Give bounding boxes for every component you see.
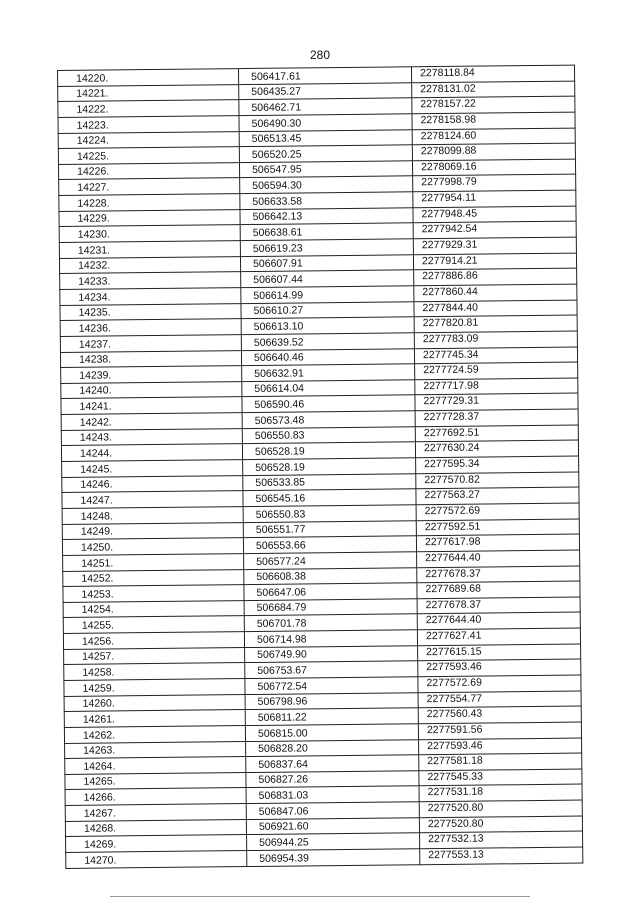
y-coordinate-cell: 2277593.46 xyxy=(419,738,582,755)
x-coordinate-cell: 506462.71 xyxy=(239,98,412,115)
point-number-cell: 14251. xyxy=(63,553,244,571)
point-number-cell: 14235. xyxy=(60,303,241,321)
coordinates-table xyxy=(57,65,583,869)
y-coordinate-cell: 2277532.13 xyxy=(420,831,583,848)
x-coordinate-cell: 506647.06 xyxy=(244,583,417,600)
point-number-cell: 14232. xyxy=(59,256,240,274)
x-coordinate-cell: 506632.91 xyxy=(242,364,415,381)
x-coordinate-cell: 506608.38 xyxy=(244,567,417,584)
point-number-cell: 14226. xyxy=(58,162,239,180)
x-coordinate-cell: 506547.95 xyxy=(239,161,412,178)
point-number-cell: 14261. xyxy=(64,710,245,728)
y-coordinate-cell: 2277531.18 xyxy=(419,785,582,802)
point-number-cell: 14267. xyxy=(65,804,246,822)
y-coordinate-cell: 2277692.51 xyxy=(415,425,578,442)
y-coordinate-cell: 2278131.02 xyxy=(412,81,575,98)
y-coordinate-cell: 2277844.40 xyxy=(414,300,577,317)
x-coordinate-cell: 506815.00 xyxy=(245,724,418,741)
y-coordinate-cell: 2277728.37 xyxy=(415,409,578,426)
point-number-cell: 14238. xyxy=(60,350,241,368)
point-number-cell: 14220. xyxy=(58,69,239,87)
point-number-cell: 14266. xyxy=(65,788,246,806)
x-coordinate-cell: 506551.77 xyxy=(243,520,416,537)
point-number-cell: 14241. xyxy=(61,397,242,415)
y-coordinate-cell: 2277520.80 xyxy=(419,816,582,833)
x-coordinate-cell: 506684.79 xyxy=(244,599,417,616)
x-coordinate-cell: 506811.22 xyxy=(245,708,418,725)
x-coordinate-cell: 506550.83 xyxy=(242,427,415,444)
point-number-cell: 14245. xyxy=(62,460,243,478)
point-number-cell: 14223. xyxy=(58,116,239,134)
x-coordinate-cell: 506828.20 xyxy=(246,739,419,756)
y-coordinate-cell: 2278118.84 xyxy=(411,65,574,82)
y-coordinate-cell: 2277627.41 xyxy=(417,628,580,645)
x-coordinate-cell: 506772.54 xyxy=(245,677,418,694)
point-number-cell: 14224. xyxy=(58,131,239,149)
y-coordinate-cell: 2277572.69 xyxy=(418,675,581,692)
y-coordinate-cell: 2277630.24 xyxy=(415,440,578,457)
point-number-cell: 14264. xyxy=(65,757,246,775)
x-coordinate-cell: 506798.96 xyxy=(245,692,418,709)
x-coordinate-cell: 506590.46 xyxy=(242,395,415,412)
y-coordinate-cell: 2277745.34 xyxy=(414,347,577,364)
y-coordinate-cell: 2278069.16 xyxy=(412,159,575,176)
point-number-cell: 14254. xyxy=(63,600,244,618)
y-coordinate-cell: 2277581.18 xyxy=(419,753,582,770)
y-coordinate-cell: 2277595.34 xyxy=(416,456,579,473)
y-coordinate-cell: 2277820.81 xyxy=(414,315,577,332)
y-coordinate-cell: 2277729.31 xyxy=(415,394,578,411)
y-coordinate-cell: 2277615.15 xyxy=(418,644,581,661)
point-number-cell: 14259. xyxy=(64,679,245,697)
point-number-cell: 14257. xyxy=(64,647,245,665)
y-coordinate-cell: 2278158.98 xyxy=(412,112,575,129)
x-coordinate-cell: 506614.04 xyxy=(242,380,415,397)
x-coordinate-cell: 506520.25 xyxy=(239,145,412,162)
point-number-cell: 14239. xyxy=(61,366,242,384)
y-coordinate-cell: 2277783.09 xyxy=(414,331,577,348)
x-coordinate-cell: 506639.52 xyxy=(241,333,414,350)
y-coordinate-cell: 2277860.44 xyxy=(414,284,577,301)
x-coordinate-cell: 506837.64 xyxy=(246,755,419,772)
point-number-cell: 14243. xyxy=(61,428,242,446)
point-number-cell: 14265. xyxy=(65,772,246,790)
x-coordinate-cell: 506607.44 xyxy=(241,270,414,287)
x-coordinate-cell: 506528.19 xyxy=(243,458,416,475)
x-coordinate-cell: 506714.98 xyxy=(244,630,417,647)
y-coordinate-cell: 2277545.33 xyxy=(419,769,582,786)
point-number-cell: 14250. xyxy=(62,538,243,556)
point-number-cell: 14263. xyxy=(65,741,246,759)
x-coordinate-cell: 506638.61 xyxy=(240,223,413,240)
point-number-cell: 14221. xyxy=(58,84,239,102)
point-number-cell: 14229. xyxy=(59,209,240,227)
x-coordinate-cell: 506613.10 xyxy=(241,317,414,334)
y-coordinate-cell: 2277717.98 xyxy=(415,378,578,395)
point-number-cell: 14247. xyxy=(62,491,243,509)
point-number-cell: 14233. xyxy=(60,272,241,290)
point-number-cell: 14249. xyxy=(62,522,243,540)
point-number-cell: 14262. xyxy=(64,725,245,743)
table-body xyxy=(58,65,583,868)
point-number-cell: 14236. xyxy=(60,319,241,337)
point-number-cell: 14230. xyxy=(59,225,240,243)
x-coordinate-cell: 506642.13 xyxy=(240,208,413,225)
x-coordinate-cell: 506633.58 xyxy=(240,192,413,209)
point-number-cell: 14260. xyxy=(64,694,245,712)
y-coordinate-cell: 2278099.88 xyxy=(412,143,575,160)
y-coordinate-cell: 2277948.45 xyxy=(413,206,576,223)
point-number-cell: 14234. xyxy=(60,288,241,306)
point-number-cell: 14248. xyxy=(62,507,243,525)
y-coordinate-cell: 2278124.60 xyxy=(412,128,575,145)
x-coordinate-cell: 506607.91 xyxy=(240,254,413,271)
y-coordinate-cell: 2277998.79 xyxy=(413,175,576,192)
point-number-cell: 14268. xyxy=(65,819,246,837)
y-coordinate-cell: 2278157.22 xyxy=(412,96,575,113)
y-coordinate-cell: 2277929.31 xyxy=(413,237,576,254)
point-number-cell: 14246. xyxy=(62,475,243,493)
x-coordinate-cell: 506944.25 xyxy=(247,833,420,850)
y-coordinate-cell: 2277942.54 xyxy=(413,221,576,238)
point-number-cell: 14270. xyxy=(66,851,247,869)
y-coordinate-cell: 2277593.46 xyxy=(418,659,581,676)
x-coordinate-cell: 506749.90 xyxy=(245,645,418,662)
y-coordinate-cell: 2277886.86 xyxy=(414,268,577,285)
point-number-cell: 14255. xyxy=(63,616,244,634)
point-number-cell: 14244. xyxy=(61,444,242,462)
point-number-cell: 14225. xyxy=(58,147,239,165)
y-coordinate-cell: 2277724.59 xyxy=(415,362,578,379)
x-coordinate-cell: 506528.19 xyxy=(242,442,415,459)
x-coordinate-cell: 506553.66 xyxy=(243,536,416,553)
point-number-cell: 14227. xyxy=(59,178,240,196)
x-coordinate-cell: 506490.30 xyxy=(239,114,412,131)
x-coordinate-cell: 506550.83 xyxy=(243,505,416,522)
x-coordinate-cell: 506577.24 xyxy=(244,552,417,569)
y-coordinate-cell: 2277678.37 xyxy=(417,566,580,583)
x-coordinate-cell: 506847.06 xyxy=(246,802,419,819)
point-number-cell: 14253. xyxy=(63,585,244,603)
point-number-cell: 14258. xyxy=(64,663,245,681)
x-coordinate-cell: 506827.26 xyxy=(246,771,419,788)
y-coordinate-cell: 2277563.27 xyxy=(416,487,579,504)
point-number-cell: 14231. xyxy=(59,241,240,259)
y-coordinate-cell: 2277644.40 xyxy=(417,612,580,629)
y-coordinate-cell: 2277914.21 xyxy=(413,253,576,270)
y-coordinate-cell: 2277644.40 xyxy=(417,550,580,567)
y-coordinate-cell: 2277689.68 xyxy=(417,581,580,598)
point-number-cell: 14237. xyxy=(60,334,241,352)
x-coordinate-cell: 506594.30 xyxy=(240,176,413,193)
x-coordinate-cell: 506513.45 xyxy=(239,129,412,146)
y-coordinate-cell: 2277592.51 xyxy=(416,519,579,536)
x-coordinate-cell: 506614.99 xyxy=(241,286,414,303)
point-number-cell: 14222. xyxy=(58,100,239,118)
x-coordinate-cell: 506545.16 xyxy=(243,489,416,506)
y-coordinate-cell: 2277520.80 xyxy=(419,800,582,817)
page-bottom-line xyxy=(110,896,530,897)
y-coordinate-cell: 2277591.56 xyxy=(418,722,581,739)
coordinates-table-wrapper xyxy=(57,65,583,869)
x-coordinate-cell: 506640.46 xyxy=(241,348,414,365)
x-coordinate-cell: 506533.85 xyxy=(243,473,416,490)
x-coordinate-cell: 506573.48 xyxy=(242,411,415,428)
x-coordinate-cell: 506831.03 xyxy=(246,786,419,803)
point-number-cell: 14242. xyxy=(61,413,242,431)
x-coordinate-cell: 506753.67 xyxy=(245,661,418,678)
x-coordinate-cell: 506921.60 xyxy=(246,817,419,834)
y-coordinate-cell: 2277560.43 xyxy=(418,706,581,723)
y-coordinate-cell: 2277553.13 xyxy=(420,847,583,864)
point-number-cell: 14256. xyxy=(63,632,244,650)
point-number-cell: 14269. xyxy=(66,835,247,853)
y-coordinate-cell: 2277617.98 xyxy=(416,534,579,551)
x-coordinate-cell: 506701.78 xyxy=(244,614,417,631)
page-number: 280 xyxy=(309,48,331,62)
y-coordinate-cell: 2277572.69 xyxy=(416,503,579,520)
x-coordinate-cell: 506417.61 xyxy=(238,67,411,84)
x-coordinate-cell: 506610.27 xyxy=(241,301,414,318)
y-coordinate-cell: 2277954.11 xyxy=(413,190,576,207)
x-coordinate-cell: 506619.23 xyxy=(240,239,413,256)
point-number-cell: 14228. xyxy=(59,194,240,212)
x-coordinate-cell: 506435.27 xyxy=(239,82,412,99)
x-coordinate-cell: 506954.39 xyxy=(247,849,420,866)
point-number-cell: 14252. xyxy=(63,569,244,587)
y-coordinate-cell: 2277570.82 xyxy=(416,472,579,489)
y-coordinate-cell: 2277678.37 xyxy=(417,597,580,614)
y-coordinate-cell: 2277554.77 xyxy=(418,691,581,708)
point-number-cell: 14240. xyxy=(61,381,242,399)
